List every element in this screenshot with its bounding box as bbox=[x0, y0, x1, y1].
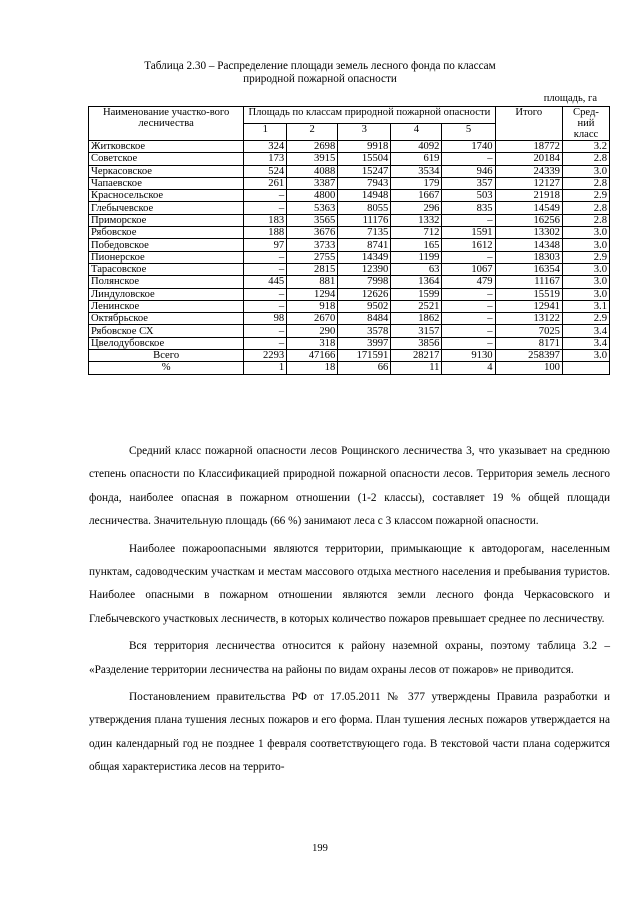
cell-c4: 3856 bbox=[391, 337, 442, 349]
table-total-row bbox=[89, 350, 610, 362]
cell-c3: 7943 bbox=[338, 177, 391, 189]
table-row bbox=[89, 202, 610, 214]
cell-total: 16256 bbox=[495, 214, 562, 226]
page-number: 199 bbox=[312, 843, 328, 854]
header-class-3: 3 bbox=[338, 124, 391, 141]
cell-c4: 1667 bbox=[391, 190, 442, 202]
cell-total: 15519 bbox=[495, 288, 562, 300]
cell-c5: 1067 bbox=[442, 263, 495, 275]
cell-c2: 47166 bbox=[287, 350, 338, 362]
cell-c2: 290 bbox=[287, 325, 338, 337]
cell-c4: 712 bbox=[391, 227, 442, 239]
cell-c3: 12390 bbox=[338, 263, 391, 275]
cell-c4: 63 bbox=[391, 263, 442, 275]
cell-name: Рябовское СХ bbox=[89, 325, 244, 337]
table-row bbox=[89, 165, 610, 177]
body-text bbox=[89, 440, 610, 780]
cell-c1: 1 bbox=[244, 362, 287, 374]
table-row bbox=[89, 251, 610, 263]
table-body bbox=[89, 141, 610, 375]
cell-c2: 4088 bbox=[287, 165, 338, 177]
caption-line-2: природной пожарной опасности bbox=[243, 73, 397, 85]
cell-c4: 296 bbox=[391, 202, 442, 214]
cell-c1: 324 bbox=[244, 141, 287, 153]
cell-total: 18303 bbox=[495, 251, 562, 263]
cell-c5: – bbox=[442, 300, 495, 312]
cell-c4: 165 bbox=[391, 239, 442, 251]
cell-total: 258397 bbox=[495, 350, 562, 362]
table-row bbox=[89, 313, 610, 325]
table-row bbox=[89, 153, 610, 165]
cell-c3: 8741 bbox=[338, 239, 391, 251]
cell-total: 16354 bbox=[495, 263, 562, 275]
cell-c1: 445 bbox=[244, 276, 287, 288]
header-class-1: 1 bbox=[244, 124, 287, 141]
cell-c1: 173 bbox=[244, 153, 287, 165]
cell-avg: 3.4 bbox=[562, 325, 609, 337]
cell-c4: 3534 bbox=[391, 165, 442, 177]
cell-c1: 97 bbox=[244, 239, 287, 251]
cell-c5: – bbox=[442, 251, 495, 263]
header-avg: Сред-ний класс bbox=[562, 107, 609, 141]
cell-c3: 15247 bbox=[338, 165, 391, 177]
cell-c5: 1740 bbox=[442, 141, 495, 153]
cell-avg: 3.0 bbox=[562, 288, 609, 300]
cell-total: 14348 bbox=[495, 239, 562, 251]
cell-name: Глебычевское bbox=[89, 202, 244, 214]
cell-c1: – bbox=[244, 263, 287, 275]
unit-label: площадь, га bbox=[543, 93, 597, 104]
cell-c2: 5363 bbox=[287, 202, 338, 214]
cell-avg: 3.1 bbox=[562, 300, 609, 312]
cell-c5: 1612 bbox=[442, 239, 495, 251]
cell-avg: 2.9 bbox=[562, 313, 609, 325]
cell-c1: – bbox=[244, 288, 287, 300]
cell-c5: 479 bbox=[442, 276, 495, 288]
table-percent-row bbox=[89, 362, 610, 374]
cell-avg: 2.9 bbox=[562, 190, 609, 202]
cell-name: Чапаевское bbox=[89, 177, 244, 189]
cell-c2: 3676 bbox=[287, 227, 338, 239]
cell-c1: – bbox=[244, 300, 287, 312]
cell-c3: 3997 bbox=[338, 337, 391, 349]
table-row bbox=[89, 337, 610, 349]
cell-c3: 9502 bbox=[338, 300, 391, 312]
cell-c2: 2815 bbox=[287, 263, 338, 275]
cell-name: Всего bbox=[89, 350, 244, 362]
cell-name: Победовское bbox=[89, 239, 244, 251]
paragraph: Вся территория лесничества относится к району наземной охраны, поэтому таблица 3.2 – «Разделение территории лесничества на районы по видам охраны лесов от пожаров» не приводится. bbox=[89, 640, 610, 676]
cell-c5: – bbox=[442, 153, 495, 165]
cell-total: 100 bbox=[495, 362, 562, 374]
cell-c3: 8484 bbox=[338, 313, 391, 325]
cell-c5: 1591 bbox=[442, 227, 495, 239]
cell-c3: 7998 bbox=[338, 276, 391, 288]
cell-c5: 4 bbox=[442, 362, 495, 374]
caption-line-1: Таблица 2.30 – Распределение площади земель лесного фонда по классам bbox=[144, 60, 496, 72]
cell-total: 7025 bbox=[495, 325, 562, 337]
table-row bbox=[89, 214, 610, 226]
table-row bbox=[89, 300, 610, 312]
cell-c4: 11 bbox=[391, 362, 442, 374]
cell-c5: – bbox=[442, 337, 495, 349]
cell-c2: 1294 bbox=[287, 288, 338, 300]
cell-c1: – bbox=[244, 251, 287, 263]
cell-name: Цвелодубовское bbox=[89, 337, 244, 349]
cell-c3: 12626 bbox=[338, 288, 391, 300]
header-area: Площадь по классам природной пожарной опасности bbox=[244, 107, 495, 124]
table-row bbox=[89, 239, 610, 251]
cell-c4: 3157 bbox=[391, 325, 442, 337]
paragraph: Средний класс пожарной опасности лесов Рощинского лесничества 3, что указывает на среднюю степень опасности по Классификацией природной пожарной опасности лесов. Территория земель лесного фонда, наиболее опасная в пожарном отношении (1-2 классы), составляет 19 % общей площади лесничества. Значительную площадь (66 %) занимают леса с 3 классом пожарной опасности. bbox=[89, 445, 610, 528]
cell-total: 18772 bbox=[495, 141, 562, 153]
cell-avg bbox=[562, 362, 609, 374]
cell-c3: 8055 bbox=[338, 202, 391, 214]
cell-c4: 1199 bbox=[391, 251, 442, 263]
cell-c3: 9918 bbox=[338, 141, 391, 153]
cell-name: % bbox=[89, 362, 244, 374]
header-name: Наименование участко-вого лесничества bbox=[89, 107, 244, 141]
cell-c2: 3565 bbox=[287, 214, 338, 226]
paragraph: Постановлением правительства РФ от 17.05.2011 № 377 утверждены Правила разработки и утверждения плана тушения лесных пожаров и его форма. План тушения лесных пожаров утверждается на один календарный год не позднее 1 февраля соответствующего года. В текстовой части плана содержится общая характеристика лесов на террито- bbox=[89, 691, 610, 774]
cell-name: Пионерское bbox=[89, 251, 244, 263]
cell-avg: 3.0 bbox=[562, 350, 609, 362]
cell-avg: 3.0 bbox=[562, 239, 609, 251]
cell-c1: 261 bbox=[244, 177, 287, 189]
cell-name: Тарасовское bbox=[89, 263, 244, 275]
cell-c2: 881 bbox=[287, 276, 338, 288]
table-row bbox=[89, 177, 610, 189]
cell-c3: 14349 bbox=[338, 251, 391, 263]
header-total: Итого bbox=[495, 107, 562, 141]
cell-c2: 2698 bbox=[287, 141, 338, 153]
cell-avg: 2.8 bbox=[562, 153, 609, 165]
table-caption bbox=[0, 60, 640, 86]
header-class-5: 5 bbox=[442, 124, 495, 141]
cell-avg: 3.0 bbox=[562, 227, 609, 239]
cell-total: 20184 bbox=[495, 153, 562, 165]
cell-name: Ленинское bbox=[89, 300, 244, 312]
cell-avg: 3.0 bbox=[562, 165, 609, 177]
cell-avg: 2.8 bbox=[562, 214, 609, 226]
cell-c1: – bbox=[244, 190, 287, 202]
table-row bbox=[89, 325, 610, 337]
cell-total: 12941 bbox=[495, 300, 562, 312]
cell-c3: 14948 bbox=[338, 190, 391, 202]
fire-danger-table bbox=[88, 106, 610, 375]
cell-c2: 3733 bbox=[287, 239, 338, 251]
cell-avg: 2.8 bbox=[562, 177, 609, 189]
table-row bbox=[89, 227, 610, 239]
cell-name: Октябрьское bbox=[89, 313, 244, 325]
cell-c1: – bbox=[244, 202, 287, 214]
cell-c2: 3387 bbox=[287, 177, 338, 189]
cell-total: 21918 bbox=[495, 190, 562, 202]
cell-total: 14549 bbox=[495, 202, 562, 214]
cell-avg: 3.0 bbox=[562, 263, 609, 275]
cell-c1: – bbox=[244, 337, 287, 349]
cell-c5: 503 bbox=[442, 190, 495, 202]
cell-c5: 946 bbox=[442, 165, 495, 177]
cell-c4: 1332 bbox=[391, 214, 442, 226]
cell-c2: 4800 bbox=[287, 190, 338, 202]
header-class-4: 4 bbox=[391, 124, 442, 141]
cell-c1: 188 bbox=[244, 227, 287, 239]
table-row bbox=[89, 190, 610, 202]
cell-c2: 3915 bbox=[287, 153, 338, 165]
cell-c2: 918 bbox=[287, 300, 338, 312]
cell-name: Приморское bbox=[89, 214, 244, 226]
cell-c5: – bbox=[442, 288, 495, 300]
cell-c2: 2670 bbox=[287, 313, 338, 325]
cell-c4: 179 bbox=[391, 177, 442, 189]
cell-total: 13302 bbox=[495, 227, 562, 239]
cell-c5: – bbox=[442, 325, 495, 337]
cell-name: Черкасовское bbox=[89, 165, 244, 177]
cell-c1: 2293 bbox=[244, 350, 287, 362]
cell-c2: 2755 bbox=[287, 251, 338, 263]
cell-c4: 2521 bbox=[391, 300, 442, 312]
cell-c1: 183 bbox=[244, 214, 287, 226]
table-row bbox=[89, 141, 610, 153]
cell-c5: – bbox=[442, 214, 495, 226]
cell-c5: – bbox=[442, 313, 495, 325]
cell-c5: 835 bbox=[442, 202, 495, 214]
cell-c4: 619 bbox=[391, 153, 442, 165]
table-row bbox=[89, 288, 610, 300]
cell-name: Красносельское bbox=[89, 190, 244, 202]
cell-avg: 3.2 bbox=[562, 141, 609, 153]
cell-name: Полянское bbox=[89, 276, 244, 288]
cell-c3: 66 bbox=[338, 362, 391, 374]
cell-avg: 3.0 bbox=[562, 276, 609, 288]
cell-c1: 98 bbox=[244, 313, 287, 325]
cell-c5: 9130 bbox=[442, 350, 495, 362]
cell-c3: 7135 bbox=[338, 227, 391, 239]
cell-total: 24339 bbox=[495, 165, 562, 177]
cell-c5: 357 bbox=[442, 177, 495, 189]
cell-avg: 2.9 bbox=[562, 251, 609, 263]
cell-c4: 4092 bbox=[391, 141, 442, 153]
cell-name: Житковское bbox=[89, 141, 244, 153]
cell-c1: 524 bbox=[244, 165, 287, 177]
cell-c2: 318 bbox=[287, 337, 338, 349]
cell-name: Советское bbox=[89, 153, 244, 165]
cell-c3: 171591 bbox=[338, 350, 391, 362]
cell-c4: 28217 bbox=[391, 350, 442, 362]
paragraph: Наиболее пожароопасными являются территории, примыкающие к автодорогам, населенным пунктам, садоводческим участкам и местам массового отдыха местного населения и пребывания туристов. Наиболее опасными в пожарном отношении являются земли лесного фонда Черкасовского и Глебычевского участковых лесничеств, в которых количество пожаров превышает среднее по лесничеству. bbox=[89, 542, 610, 625]
cell-total: 13122 bbox=[495, 313, 562, 325]
header-class-2: 2 bbox=[287, 124, 338, 141]
cell-c3: 15504 bbox=[338, 153, 391, 165]
cell-name: Рябовское bbox=[89, 227, 244, 239]
cell-c1: – bbox=[244, 325, 287, 337]
cell-c4: 1862 bbox=[391, 313, 442, 325]
cell-avg: 2.8 bbox=[562, 202, 609, 214]
cell-c3: 3578 bbox=[338, 325, 391, 337]
cell-total: 8171 bbox=[495, 337, 562, 349]
cell-c4: 1364 bbox=[391, 276, 442, 288]
cell-name: Линдуловское bbox=[89, 288, 244, 300]
cell-avg: 3.4 bbox=[562, 337, 609, 349]
cell-total: 11167 bbox=[495, 276, 562, 288]
cell-c4: 1599 bbox=[391, 288, 442, 300]
cell-total: 12127 bbox=[495, 177, 562, 189]
table-row bbox=[89, 263, 610, 275]
table-row bbox=[89, 276, 610, 288]
cell-c2: 18 bbox=[287, 362, 338, 374]
cell-c3: 11176 bbox=[338, 214, 391, 226]
